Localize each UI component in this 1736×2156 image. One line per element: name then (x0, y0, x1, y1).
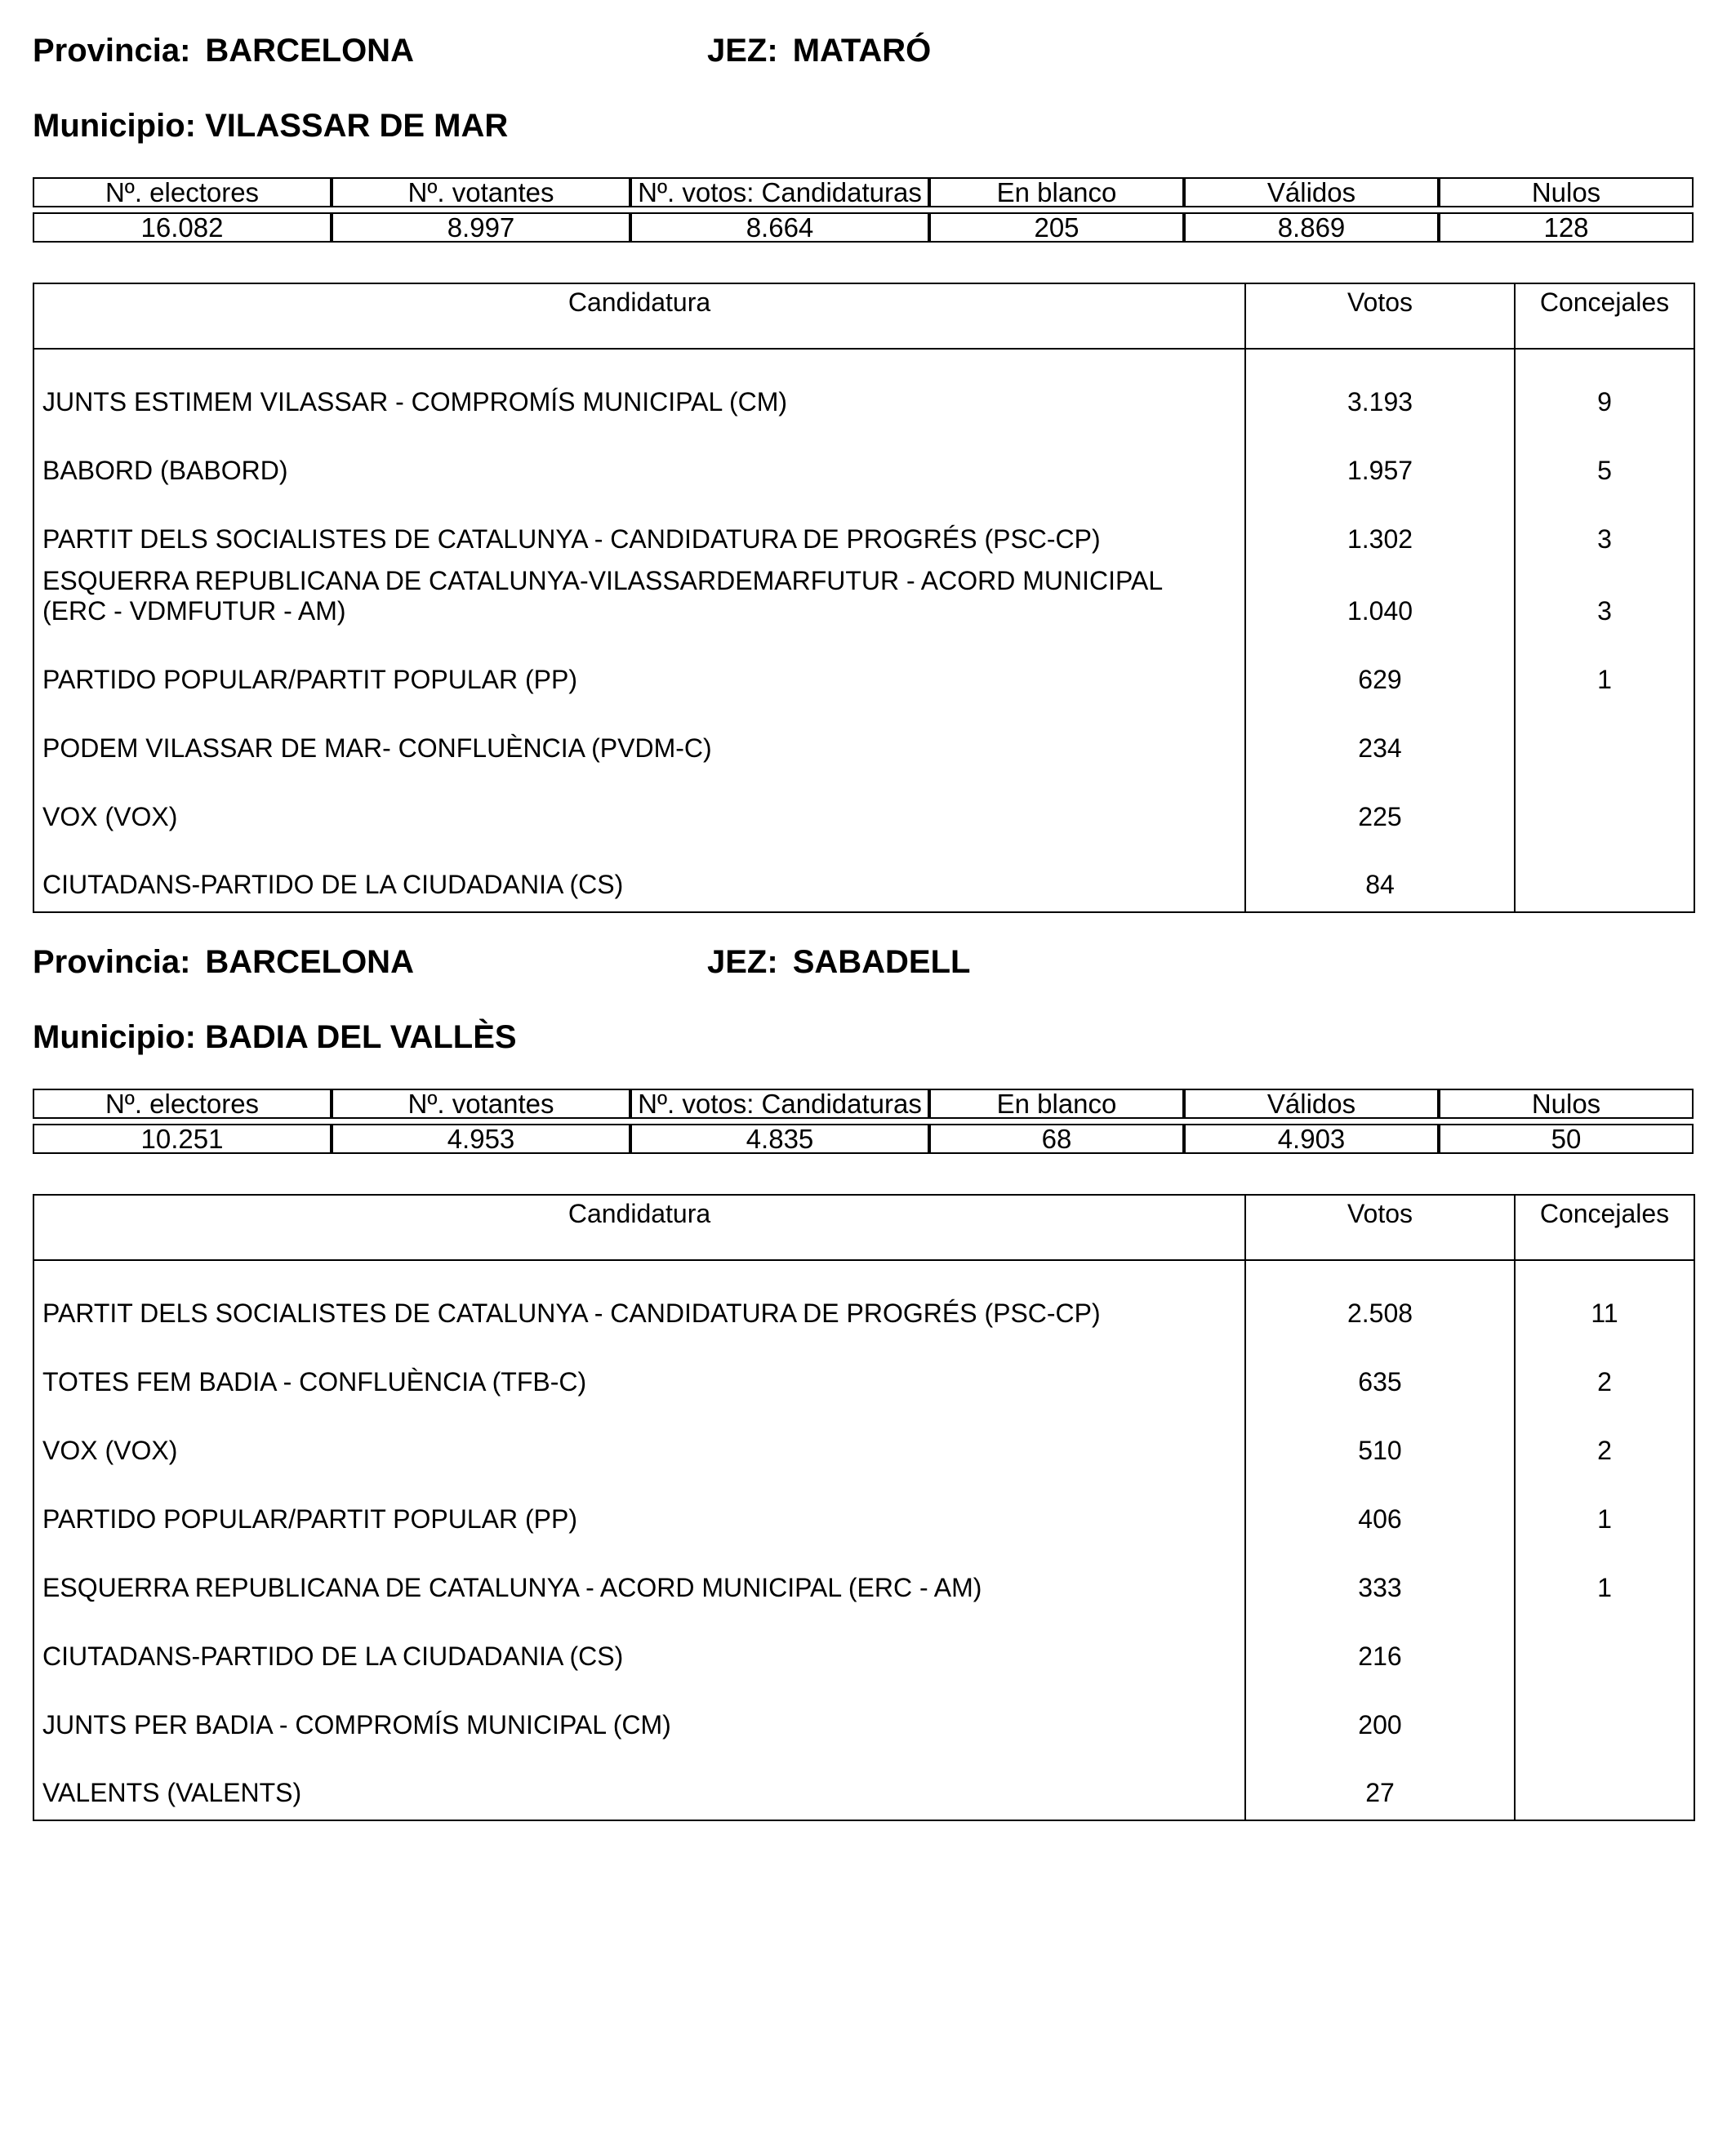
value-nulos: 50 (1439, 1124, 1694, 1154)
candidate-seats: 2 (1515, 1409, 1694, 1477)
value-electores: 10.251 (33, 1124, 332, 1154)
candidate-name: VALENTS (VALENTS) (42, 1778, 302, 1807)
candidate-seats (1515, 844, 1694, 912)
municipio-label: Municipio: (33, 1019, 196, 1055)
candidate-votes: 1.302 (1245, 497, 1515, 566)
candidate-seats (1515, 1683, 1694, 1752)
table-row (33, 638, 1694, 706)
candidates-header-row (33, 283, 1694, 349)
candidate-name: PARTIT DELS SOCIALISTES DE CATALUNYA - CANDIDATURA DE PROGRÉS (PSC-CP) (42, 524, 1101, 554)
candidate-votes: 333 (1245, 1546, 1515, 1615)
candidate-name: PARTIDO POPULAR/PARTIT POPULAR (PP) (42, 1504, 577, 1534)
table-row (33, 844, 1694, 912)
candidate-votes: 635 (1245, 1340, 1515, 1409)
candidate-votes: 27 (1245, 1752, 1515, 1820)
table-row (33, 497, 1694, 566)
header-validos: Válidos (1184, 177, 1439, 207)
table-row (33, 1260, 1694, 1340)
provincia-value: BARCELONA (205, 944, 414, 980)
candidate-seats (1515, 1615, 1694, 1683)
candidate-name: VOX (VOX) (42, 1436, 178, 1465)
table-row (33, 1340, 1694, 1409)
candidate-name: CIUTADANS-PARTIDO DE LA CIUDADANIA (CS) (42, 1642, 624, 1671)
candidate-votes: 1.957 (1245, 429, 1515, 497)
header-votantes: Nº. votantes (332, 177, 630, 207)
jez-label: JEZ: (707, 944, 778, 980)
municipio-label: Municipio: (33, 108, 196, 144)
table-row (33, 775, 1694, 844)
header-votos: Votos (1245, 283, 1515, 349)
candidate-name-line: ESQUERRA REPUBLICANA DE CATALUNYA-VILASSARDEMARFUTUR - ACORD MUNICIPAL (42, 566, 1164, 595)
jez-heading (707, 33, 931, 69)
jez-heading (707, 944, 970, 981)
candidates-table (33, 1194, 1695, 1821)
value-validos: 4.903 (1184, 1124, 1439, 1154)
table-row (33, 1546, 1694, 1615)
value-validos: 8.869 (1184, 212, 1439, 243)
summary-table (33, 177, 1694, 243)
value-votos-candidaturas: 8.664 (630, 212, 929, 243)
header-electores: Nº. electores (33, 1089, 332, 1119)
candidates-header-row (33, 1195, 1694, 1260)
header-votantes: Nº. votantes (332, 1089, 630, 1119)
table-row (33, 1615, 1694, 1683)
candidate-seats: 2 (1515, 1340, 1694, 1409)
header-candidatura: Candidatura (33, 283, 1245, 349)
summary-value-row (33, 1124, 1694, 1154)
table-row (33, 566, 1694, 638)
municipio-heading (33, 1019, 517, 1056)
candidate-seats: 1 (1515, 1546, 1694, 1615)
candidate-seats: 11 (1515, 1260, 1694, 1340)
header-validos: Válidos (1184, 1089, 1439, 1119)
candidate-seats: 3 (1515, 497, 1694, 566)
value-electores: 16.082 (33, 212, 332, 243)
header-concejales: Concejales (1515, 1195, 1694, 1260)
summary-table (33, 1089, 1694, 1154)
table-row (33, 1752, 1694, 1820)
header-votos-candidaturas: Nº. votos: Candidaturas (630, 1089, 929, 1119)
provincia-label: Provincia: (33, 944, 191, 980)
municipio-heading (33, 108, 508, 145)
candidate-seats: 3 (1515, 566, 1694, 638)
candidate-seats (1515, 706, 1694, 775)
candidate-votes: 216 (1245, 1615, 1515, 1683)
candidate-votes: 510 (1245, 1409, 1515, 1477)
candidate-seats (1515, 1752, 1694, 1820)
table-row (33, 349, 1694, 429)
provincia-heading (33, 944, 414, 981)
candidate-name: JUNTS PER BADIA - COMPROMÍS MUNICIPAL (CM) (42, 1710, 671, 1740)
candidate-name: VOX (VOX) (42, 802, 178, 831)
candidate-votes: 2.508 (1245, 1260, 1515, 1340)
candidate-name: BABORD (BABORD) (42, 456, 288, 485)
candidate-votes: 234 (1245, 706, 1515, 775)
table-row (33, 706, 1694, 775)
candidate-votes: 225 (1245, 775, 1515, 844)
candidate-name: ESQUERRA REPUBLICANA DE CATALUNYA - ACORD MUNICIPAL (ERC - AM) (42, 1573, 982, 1602)
table-row (33, 1477, 1694, 1546)
municipio-value: BADIA DEL VALLÈS (205, 1019, 517, 1055)
municipio-value: VILASSAR DE MAR (205, 108, 509, 144)
table-row (33, 1683, 1694, 1752)
candidate-seats (1515, 775, 1694, 844)
candidate-votes: 406 (1245, 1477, 1515, 1546)
candidate-votes: 200 (1245, 1683, 1515, 1752)
jez-value: SABADELL (792, 944, 971, 980)
header-en-blanco: En blanco (929, 1089, 1184, 1119)
candidate-name: TOTES FEM BADIA - CONFLUÈNCIA (TFB-C) (42, 1367, 587, 1396)
candidate-seats: 9 (1515, 349, 1694, 429)
candidate-name-line: (ERC - VDMFUTUR - AM) (42, 596, 346, 626)
header-concejales: Concejales (1515, 283, 1694, 349)
candidate-name: PODEM VILASSAR DE MAR- CONFLUÈNCIA (PVDM-C) (42, 733, 712, 763)
candidate-seats: 1 (1515, 1477, 1694, 1546)
candidate-votes: 3.193 (1245, 349, 1515, 429)
value-nulos: 128 (1439, 212, 1694, 243)
header-votos-candidaturas: Nº. votos: Candidaturas (630, 177, 929, 207)
summary-header-row (33, 177, 1694, 207)
header-electores: Nº. electores (33, 177, 332, 207)
candidate-name: CIUTADANS-PARTIDO DE LA CIUDADANIA (CS) (42, 870, 624, 899)
value-en-blanco: 205 (929, 212, 1184, 243)
candidate-name: JUNTS ESTIMEM VILASSAR - COMPROMÍS MUNICIPAL (CM) (42, 387, 788, 416)
table-row (33, 1409, 1694, 1477)
provincia-label: Provincia: (33, 33, 191, 69)
jez-label: JEZ: (707, 33, 778, 69)
value-en-blanco: 68 (929, 1124, 1184, 1154)
candidate-votes: 1.040 (1245, 566, 1515, 638)
value-votantes: 8.997 (332, 212, 630, 243)
candidate-seats: 1 (1515, 638, 1694, 706)
provincia-heading (33, 33, 414, 69)
candidates-table (33, 283, 1695, 913)
table-row (33, 429, 1694, 497)
header-candidatura: Candidatura (33, 1195, 1245, 1260)
header-en-blanco: En blanco (929, 177, 1184, 207)
candidate-seats: 5 (1515, 429, 1694, 497)
jez-value: MATARÓ (792, 33, 932, 69)
provincia-value: BARCELONA (205, 33, 414, 69)
summary-header-row (33, 1089, 1694, 1119)
value-votantes: 4.953 (332, 1124, 630, 1154)
header-nulos: Nulos (1439, 1089, 1694, 1119)
header-nulos: Nulos (1439, 177, 1694, 207)
candidate-votes: 629 (1245, 638, 1515, 706)
candidate-name: PARTIDO POPULAR/PARTIT POPULAR (PP) (42, 665, 577, 694)
summary-value-row (33, 212, 1694, 243)
candidate-name: PARTIT DELS SOCIALISTES DE CATALUNYA - CANDIDATURA DE PROGRÉS (PSC-CP) (42, 1298, 1101, 1328)
candidate-votes: 84 (1245, 844, 1515, 912)
header-votos: Votos (1245, 1195, 1515, 1260)
value-votos-candidaturas: 4.835 (630, 1124, 929, 1154)
candidate-name (33, 566, 1245, 638)
